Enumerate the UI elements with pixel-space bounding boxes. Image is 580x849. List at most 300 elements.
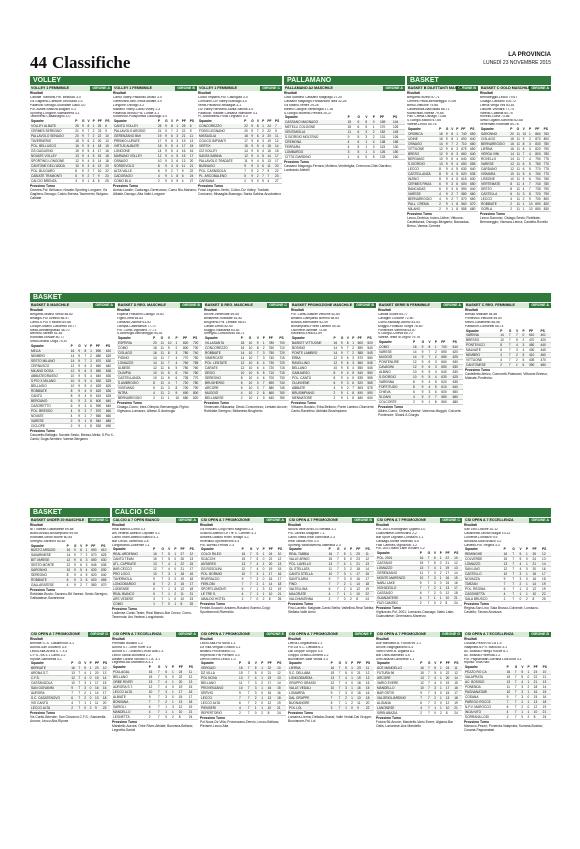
standings-block	[378, 303, 463, 506]
table-cell: 3	[528, 147, 534, 152]
table-cell: 1	[344, 706, 350, 711]
table-cell: 2	[527, 685, 533, 690]
table-cell: GAMJAESO	[291, 371, 333, 376]
table-cell: 11	[181, 164, 189, 169]
block-title: CALCIO A 7 OPEN BIANCO	[113, 518, 160, 522]
table-cell: 18	[152, 346, 160, 351]
result-line: Cabiati Sloani 64-77	[378, 312, 408, 316]
table-cell: 5	[92, 154, 97, 159]
table-cell: 15	[189, 562, 198, 567]
table-cell: 5	[528, 167, 534, 172]
result-line: Guanzatese-Gerenzano 2-2	[376, 531, 417, 535]
table-cell: 1	[167, 396, 175, 401]
table-cell: 3	[520, 685, 526, 690]
table-cell: 0	[527, 705, 533, 710]
table-cell: 0	[433, 711, 439, 716]
table-cell: 720	[534, 192, 542, 197]
table-cell: 18	[188, 700, 198, 705]
table-cell: 7	[336, 577, 343, 582]
column-header: P	[244, 119, 247, 124]
table-cell: 22	[97, 134, 104, 139]
table-cell: POL. CANTÙ	[291, 376, 333, 381]
table-cell: 8	[256, 124, 261, 129]
table-cell: 152	[379, 130, 392, 135]
table-cell: 4	[170, 154, 175, 159]
table-cell: 7	[511, 577, 518, 582]
table-cell: PL. ARCOBALENO	[198, 174, 243, 179]
table-cell: 680	[469, 207, 478, 212]
table-cell: 0	[349, 577, 355, 582]
group-label: GIRONE D	[90, 632, 108, 636]
table-cell: 7	[249, 572, 256, 577]
table-cell: 16	[74, 144, 81, 149]
table-cell: 23	[189, 597, 198, 602]
table-cell: 2	[450, 192, 455, 197]
table-cell: BELLANO	[112, 675, 148, 680]
table-cell: 2	[70, 424, 78, 429]
table-cell: ALGIANA	[376, 701, 419, 706]
table-cell: SAVARINESE	[30, 553, 66, 558]
table-cell: 14	[66, 553, 73, 558]
results-label: Risultati	[30, 308, 44, 312]
table-cell: NOVATE	[30, 414, 70, 419]
table-cell: BRUGHERIO	[204, 381, 240, 386]
table-cell: 2	[412, 400, 421, 405]
next-round-text: Arosio-Lurate; Cadorago-Gerenzano; Como Blu-Mariano; Albiate-Osnago; Alta Valle-Longone	[113, 188, 197, 197]
table-row	[291, 396, 376, 401]
table-cell: 18	[240, 341, 248, 346]
table-cell: 3	[346, 381, 351, 386]
table-cell: 2	[518, 582, 525, 587]
group-label: GIRONE A	[385, 86, 403, 90]
table-cell: 1	[439, 596, 445, 601]
table-cell: 26	[531, 552, 541, 557]
table-cell: MUGGIÒ	[378, 355, 412, 360]
table-cell: 2	[254, 696, 260, 701]
table-cell: 5	[351, 376, 356, 381]
result-line: Bellano-Gamjaeso Brenno 58-63	[291, 316, 340, 320]
table-row	[112, 715, 198, 720]
table-cell: 16	[510, 142, 514, 147]
result-line: Sesto Giganti-Saronno 62-68	[480, 119, 523, 123]
column-header: P	[330, 661, 333, 666]
table-cell: 790	[543, 192, 551, 197]
table-cell: 7	[511, 562, 518, 567]
table-cell: 5	[364, 125, 371, 130]
table-cell: 5	[428, 375, 434, 380]
table-cell: 6	[70, 696, 77, 701]
table-cell: ACE MANDELLO	[376, 666, 419, 671]
table-cell: 7	[434, 395, 440, 400]
section-pallamano: PALLAMANO	[284, 76, 405, 85]
table-cell: LONGOBARDO	[112, 582, 152, 587]
table-cell: 15	[102, 681, 110, 686]
column-header: PF	[528, 328, 534, 333]
table-cell: 11	[516, 172, 520, 177]
table-cell: 7	[338, 691, 344, 696]
table-cell: 565	[366, 381, 376, 386]
table-cell: BRUSIMPIANO	[291, 391, 333, 396]
standings-table	[30, 120, 112, 184]
table-cell: 10	[248, 346, 256, 351]
table-cell: 16	[152, 351, 160, 356]
table-cell: 12	[188, 675, 198, 680]
table-cell: 3	[364, 130, 371, 135]
table-cell: 8	[267, 711, 277, 716]
table-cell: 690	[534, 202, 542, 207]
table-cell: 6	[89, 404, 95, 409]
table-cell: 9	[189, 129, 197, 134]
table-cell: 9	[77, 394, 83, 399]
column-header: V	[256, 336, 259, 341]
table-cell: BASKET VITTUONE	[291, 341, 333, 346]
table-cell: 9	[262, 396, 268, 401]
table-cell: 790	[543, 147, 551, 152]
table-cell: 3	[433, 691, 439, 696]
table-cell: 2	[372, 135, 379, 140]
table-cell: 10	[241, 572, 249, 577]
table-cell: 16	[240, 346, 248, 351]
table-cell: 10	[438, 162, 445, 167]
table-cell: 15	[542, 690, 551, 695]
table-cell: 3	[164, 695, 171, 700]
column-header: P	[153, 336, 156, 341]
next-round-text: Cermes-Pol. Bellusco; Novate-Sporting Longone; Gs Gaglieno-Senago; Calcio Brenza-Tavernerio; Bulgaro-Cabiate	[30, 188, 109, 200]
table-cell: 16	[94, 686, 102, 691]
result-line: Ravellino-Erba 81-59	[291, 332, 322, 336]
table-cell: 21	[181, 134, 189, 139]
table-cell: 6	[157, 169, 164, 174]
table-cell: 17	[364, 577, 374, 582]
result-line: Bosisio-Mennatore 52-49	[291, 320, 328, 324]
table-cell: SORDEVOLO	[113, 164, 157, 169]
table-cell: 10	[506, 690, 514, 695]
table-cell: 750	[192, 356, 202, 361]
table-cell: 9	[164, 154, 170, 159]
table-cell: S.AMBROGIO	[117, 381, 152, 386]
table-cell: 12	[541, 552, 551, 557]
result-line: Vertemate-Robbiate 80-76	[480, 123, 519, 127]
table-cell: 8	[178, 715, 188, 720]
table-cell: 4	[164, 685, 171, 690]
table-cell: 6	[174, 371, 182, 376]
table-cell: 430	[528, 348, 540, 353]
table-cell: 8	[455, 202, 460, 207]
table-cell: 7	[77, 686, 83, 691]
standings-table	[407, 128, 478, 212]
table-cell: CASTELLANZA	[117, 376, 152, 381]
table-cell: 20	[104, 164, 112, 169]
table-cell: 5	[167, 376, 175, 381]
column-header: V	[254, 661, 257, 666]
table-cell: 9	[250, 154, 256, 159]
table-cell: 5	[356, 145, 364, 150]
table-cell: 650	[460, 162, 469, 167]
table-cell: 9	[77, 354, 83, 359]
table-cell: CANTONESE	[465, 363, 499, 368]
table-cell: 2	[351, 346, 356, 351]
table-cell: 1	[525, 582, 532, 587]
result-line: Aurora S.T.-Oratorio Lecco Alta 2-3	[112, 649, 164, 653]
table-cell: 4	[450, 172, 455, 177]
table-cell: 19	[188, 705, 198, 710]
standings-table	[464, 548, 551, 602]
table-cell: 11	[160, 361, 167, 366]
table-cell: 9	[181, 169, 189, 174]
column-header: G	[247, 661, 251, 666]
table-cell: 7	[92, 169, 97, 174]
table-cell: PALLAVOLO SENAGO	[30, 134, 74, 139]
table-cell: 15	[238, 671, 247, 676]
table-cell: 17	[189, 154, 197, 159]
table-cell: 680	[440, 355, 451, 360]
table-cell: 2	[372, 130, 379, 135]
table-cell: 600	[357, 341, 367, 346]
table-cell: 2	[350, 701, 356, 706]
table-cell: 9	[445, 167, 450, 172]
table-cell: 740	[278, 381, 289, 386]
table-cell: 740	[534, 182, 542, 187]
table-cell: 15	[328, 557, 336, 562]
table-cell: 7	[338, 666, 344, 671]
table-cell: 12	[419, 681, 427, 686]
table-cell: FERLOBI	[200, 582, 241, 587]
column-header: V	[345, 661, 348, 666]
table-cell: 16	[356, 686, 365, 691]
column-header: P	[434, 340, 438, 345]
table-cell: 13	[94, 696, 102, 701]
table-cell: 8	[268, 597, 277, 602]
table-cell: 620	[452, 350, 463, 355]
table-cell: 3	[344, 691, 350, 696]
table-cell: 9	[77, 404, 83, 409]
table-cell: 2	[343, 582, 349, 587]
table-row	[204, 396, 289, 401]
table-cell: 9	[328, 577, 336, 582]
table-cell: 21	[355, 562, 364, 567]
table-cell: 1	[171, 690, 178, 695]
result-line: Arcore-Valgrigliardino 5-4	[376, 645, 414, 649]
table-cell: 23	[356, 666, 365, 671]
table-cell: REMINGHE	[464, 552, 503, 557]
table-cell: 1	[170, 174, 175, 179]
table-cell: 7	[427, 596, 433, 601]
result-line: Pol. Lavello-Malgrate 7-1	[288, 531, 325, 535]
group-label: GIRONE A	[531, 518, 549, 522]
table-cell: PAGNANATARI	[464, 690, 506, 695]
table-cell: LECCO ALTA	[112, 690, 148, 695]
table-cell: 2	[349, 567, 355, 572]
table-cell: 21	[542, 710, 551, 715]
table-cell: 0	[439, 691, 445, 696]
table-cell: ALTA VALLE	[113, 169, 157, 174]
table-cell: 1	[164, 705, 171, 710]
table-cell: 7	[346, 346, 351, 351]
table-cell: 2	[89, 354, 95, 359]
result-line: S.Giorgio-Milano 67-65	[407, 119, 441, 123]
block-header	[284, 86, 405, 91]
next-round-text: Regina-San Lino; Sala Brusco-Colverde; Lomazzo-Castello; Tarzan-Novazza	[464, 606, 539, 615]
table-cell: 160	[392, 155, 405, 160]
table-cell: 1	[167, 587, 173, 592]
column-header: PF	[357, 661, 362, 666]
table-cell: 4	[89, 374, 95, 379]
table-cell: 5	[450, 162, 455, 167]
table-cell: 10	[412, 375, 421, 380]
table-cell: VALLE VEDALI	[288, 686, 330, 691]
result-line: Cavagini Colcorte 72-50	[378, 316, 414, 320]
table-cell: 3	[344, 686, 350, 691]
table-cell: 1	[260, 696, 266, 701]
result-line: Castellanza-Bancadas 68-71	[407, 107, 450, 111]
table-cell: GS ROSOLINI	[200, 567, 241, 572]
table-cell: 4	[92, 149, 97, 154]
table-cell: 650	[469, 197, 478, 202]
table-cell: 22	[267, 666, 277, 671]
table-cell: 765	[543, 177, 551, 182]
table-cell: 2	[346, 386, 351, 391]
standings-block	[480, 86, 551, 291]
table-cell: 19	[181, 139, 189, 144]
column-header: G	[78, 344, 81, 349]
column-header: Squadre	[289, 661, 302, 666]
table-cell: 6	[181, 174, 189, 179]
table-cell: 9	[340, 391, 346, 396]
table-cell: 7	[89, 409, 95, 414]
table-cell: 7	[256, 351, 262, 356]
table-cell: 7	[247, 706, 254, 711]
table-cell: DERVIO	[200, 691, 238, 696]
column-header: Squadre	[465, 547, 478, 552]
table-cell: 3	[164, 690, 171, 695]
table-cell: 10	[248, 376, 256, 381]
table-cell: 6	[450, 152, 455, 157]
table-cell: 5	[428, 370, 434, 375]
table-cell: 24	[453, 711, 462, 716]
column-header: PF	[97, 119, 102, 124]
result-line: Cantù Volley-Pallavolo Arosio 3-0	[113, 95, 162, 99]
column-header: V	[521, 665, 524, 670]
table-cell: 7	[266, 174, 274, 179]
table-cell: 10	[174, 396, 182, 401]
table-cell: MALNATE	[465, 348, 499, 353]
table-cell: 10	[238, 686, 247, 691]
table-cell: CABIATE TRAMONTI	[30, 174, 74, 179]
table-cell: 12	[157, 154, 164, 159]
table-cell: 9	[250, 129, 256, 134]
table-cell: 2	[260, 711, 266, 716]
table-cell: 10	[178, 710, 188, 715]
table-row	[378, 400, 463, 405]
results-label: Risultati	[30, 523, 44, 527]
table-cell: 3	[433, 581, 439, 586]
table-cell: 13	[181, 159, 189, 164]
table-cell: 17	[97, 149, 104, 154]
table-cell: 9	[77, 349, 83, 354]
result-line: Cassago-Monte Marenzo 4-5	[376, 539, 419, 543]
table-cell: 11	[160, 346, 167, 351]
table-cell: 740	[460, 132, 469, 137]
column-header: P	[148, 665, 151, 670]
table-cell: 6	[428, 360, 434, 365]
table-cell: 15	[180, 582, 189, 587]
table-cell: 7	[514, 695, 521, 700]
table-cell: 650	[469, 147, 478, 152]
table-cell: 26	[180, 557, 189, 562]
result-line: Bellanese-Robbiate 81-82	[204, 316, 243, 320]
table-cell: 6	[428, 365, 434, 370]
table-cell: 19	[267, 676, 277, 681]
table-cell: 620	[105, 354, 115, 359]
table-cell: 5	[520, 670, 526, 675]
table-cell: REAL TABBIA	[288, 552, 328, 557]
column-header: P	[522, 328, 525, 333]
table-cell: 520	[357, 381, 367, 386]
table-cell: 7	[247, 686, 254, 691]
table-cell: LECCO	[200, 696, 238, 701]
table-cell: 27	[180, 552, 189, 557]
table-cell: 570	[95, 409, 105, 414]
table-cell: 700	[268, 376, 279, 381]
table-cell: 2	[256, 391, 262, 396]
results-label: Risultati	[407, 91, 421, 95]
table-cell: 17	[355, 572, 364, 577]
table-cell: UDINE	[407, 137, 438, 142]
standings-table	[480, 128, 551, 212]
table-cell: 7	[87, 129, 92, 134]
column-header: Squadre	[292, 336, 305, 341]
table-cell: 170	[379, 125, 392, 130]
result-line: Olunvene-Abbiate 73-56	[291, 328, 327, 332]
column-header: P	[500, 328, 503, 333]
table-cell: 126	[392, 125, 405, 130]
table-cell: OROBICA	[407, 132, 438, 137]
table-cell: 720	[192, 341, 202, 346]
column-header: P	[239, 661, 242, 666]
table-cell: 14	[510, 152, 514, 157]
next-round-label: Prossimo Turno	[30, 588, 56, 593]
table-cell: 7	[427, 566, 433, 571]
table-cell: 1	[260, 686, 266, 691]
table-cell: 9	[77, 399, 83, 404]
table-cell: BUSTO ARSIZIO	[30, 548, 66, 553]
table-cell: BELLANESE	[204, 396, 240, 401]
column-header: P	[347, 115, 350, 120]
standings-table	[117, 337, 202, 401]
section-basket-low: BASKET	[30, 508, 110, 517]
table-cell: 5	[83, 666, 88, 671]
table-cell: 22	[268, 557, 277, 562]
table-cell: 22	[181, 129, 189, 134]
table-cell: 22	[180, 562, 189, 567]
table-cell: VITTUONE	[465, 358, 499, 363]
table-cell: 24	[266, 124, 274, 129]
table-cell: 7	[427, 571, 433, 576]
table-cell: 7	[249, 557, 256, 562]
table-cell: 2	[171, 715, 178, 720]
table-cell: 2	[333, 391, 340, 396]
table-cell: 1	[522, 202, 528, 207]
table-cell: BERNAREGGIO	[407, 197, 438, 202]
result-line: Melia-Abbiategrasso 48-70	[30, 328, 70, 332]
table-cell: BERNATE	[30, 666, 70, 671]
table-cell: 16	[453, 581, 462, 586]
table-cell: 2	[522, 197, 528, 202]
table-cell: 3	[83, 686, 88, 691]
table-cell: 4	[261, 144, 266, 149]
table-cell: 9	[522, 137, 528, 142]
table-cell: 13	[356, 696, 365, 701]
